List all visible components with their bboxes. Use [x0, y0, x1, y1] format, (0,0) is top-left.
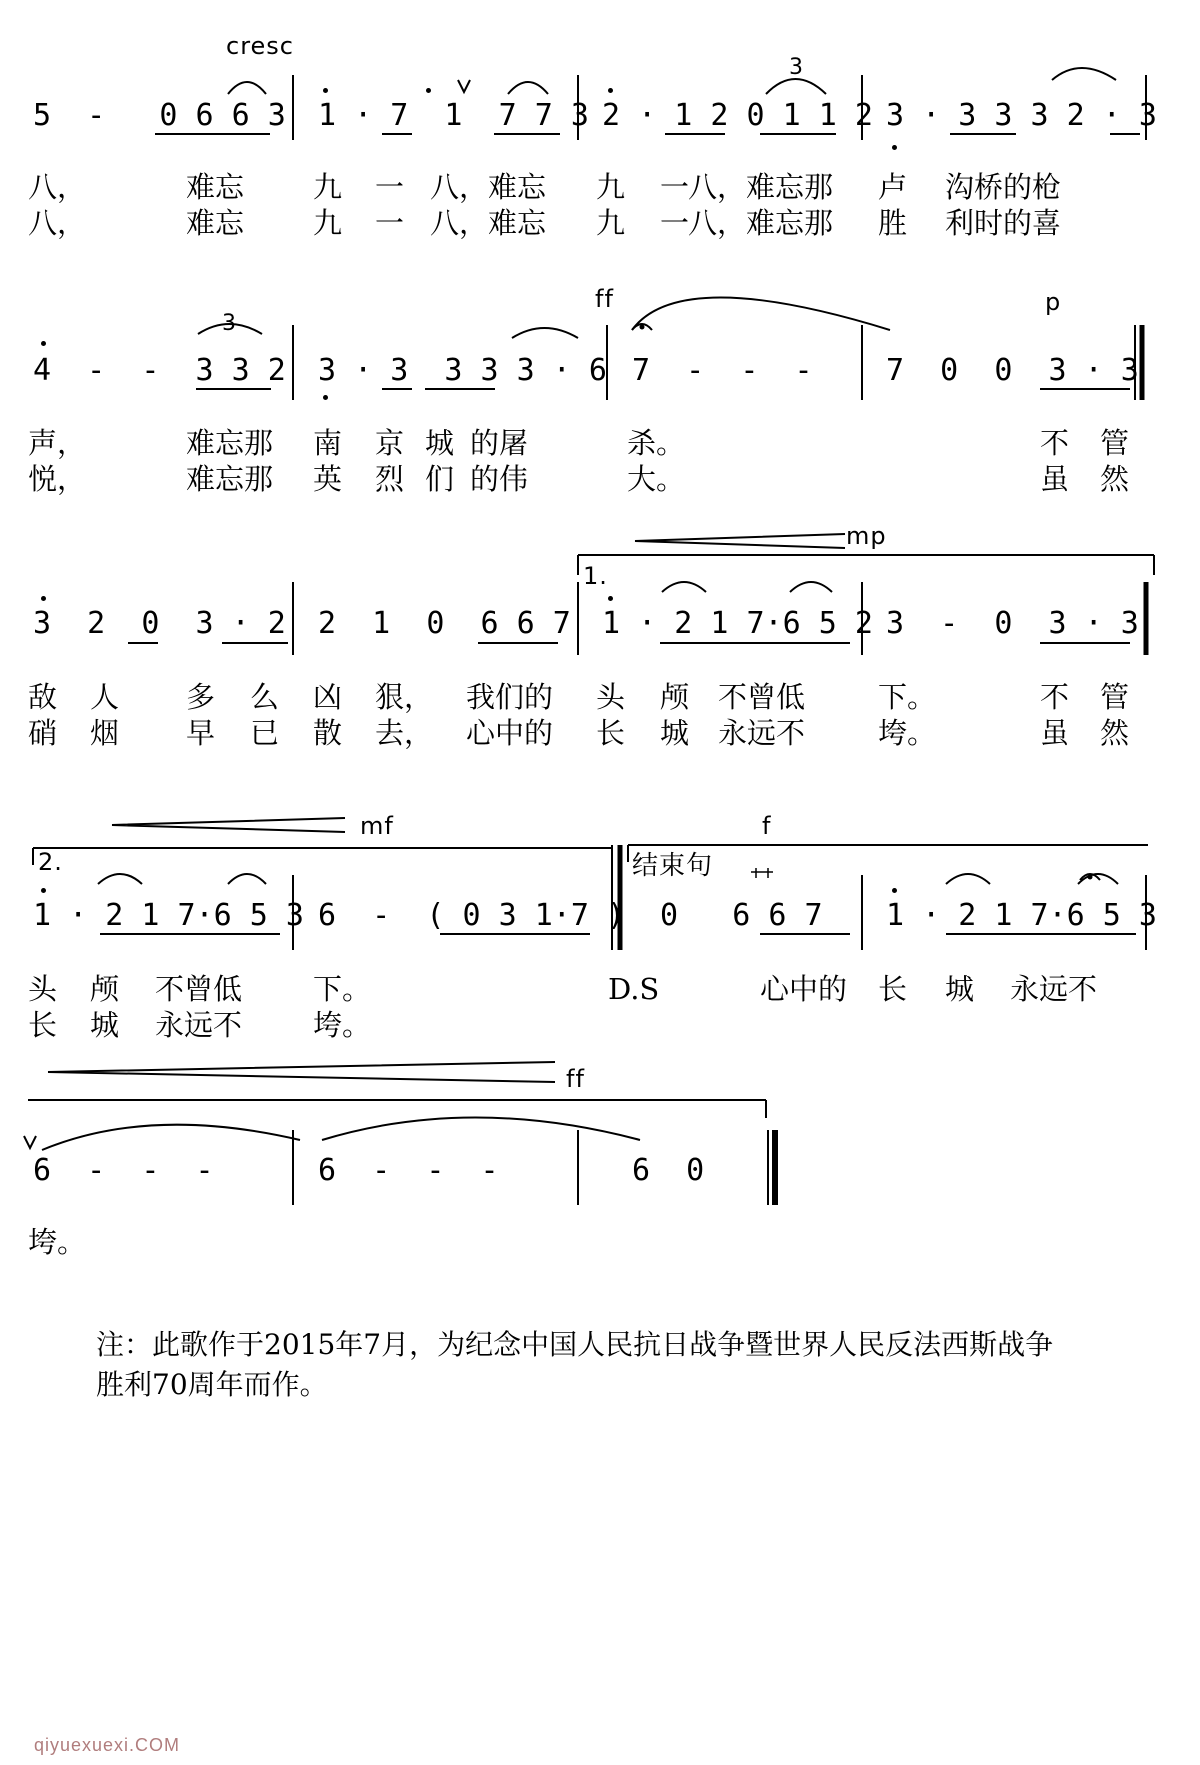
lyric: 不曾低 [155, 972, 243, 1006]
volta-2-label: 2. [38, 848, 63, 876]
site-watermark: qiyuexuexi.COM [34, 1735, 181, 1755]
lyric: 心中的 [760, 972, 848, 1006]
lyric: 么 [250, 680, 280, 714]
ending-phrase-label: 结束句 [632, 851, 714, 881]
lyric: 悦， [28, 462, 87, 496]
lyric: 八，难忘 [430, 206, 547, 240]
lyric: 九 [313, 170, 343, 204]
lyric: 沟桥的枪 [945, 170, 1062, 204]
lyric: 一 [375, 206, 405, 240]
lyric: 不 [1040, 680, 1070, 714]
measure: 3 · 3 3 3 3 · 6 [318, 353, 607, 388]
measure: 1 · 7 1 7 7 3 [318, 98, 589, 133]
lyric: 永远不 [1010, 972, 1098, 1006]
lyric: 颅 [90, 972, 120, 1006]
dynamic-ff-final: ff [566, 1065, 585, 1093]
lyric: 的屠 [470, 426, 529, 460]
lyric: 卢 [878, 170, 908, 204]
measure: 5 - 0 6 6 3 [33, 98, 286, 133]
dynamic-ff: ff [595, 285, 614, 313]
svg-text:3: 3 [789, 55, 803, 80]
measure: 2 · 1 2 0 1 1 2 [602, 98, 873, 133]
measure: 6 - - - [318, 1153, 499, 1188]
dynamic-p: p [1045, 288, 1062, 316]
svg-text:3: 3 [222, 311, 236, 336]
lyric: 一 [660, 170, 690, 204]
lyric: 垮。 [28, 1225, 87, 1259]
lyric: 头 [596, 680, 626, 714]
lyric: 已 [250, 716, 280, 750]
lyric: 八， [28, 206, 87, 240]
lyric: 城 [425, 426, 455, 460]
lyric: 八，难忘那 [688, 170, 834, 204]
dynamic-mp: mp [846, 522, 887, 550]
lyric: 狠， [375, 680, 434, 714]
lyric: 京 [375, 426, 405, 460]
lyric: 颅 [660, 680, 690, 714]
measure: 3 - 0 3 · 3 [886, 606, 1139, 641]
measure: 6 0 [632, 1153, 705, 1188]
measure: 4 - - 3 3 2 [33, 353, 286, 388]
lyric: 管 [1100, 680, 1130, 714]
dynamic-cresc: cresc [226, 32, 294, 60]
lyric: 利时的喜 [945, 206, 1062, 240]
lyric: 敌 [28, 680, 58, 714]
lyric: 早 [186, 716, 216, 750]
lyric: 九 [596, 170, 626, 204]
lyric: 的伟 [470, 462, 529, 496]
lyric: 烈 [375, 462, 405, 496]
lyric: 杀。 [627, 426, 686, 460]
measure: 7 0 0 3 · 3 [886, 353, 1139, 388]
lyric: 头 [28, 972, 58, 1006]
lyric: 永远不 [155, 1008, 243, 1042]
measure: 3 2 0 3 · 2 [33, 606, 286, 641]
lyric: 下。 [878, 680, 937, 714]
lyric: 英 [313, 462, 343, 496]
lyric: 心中的 [466, 716, 554, 750]
lyric: 我们的 [466, 680, 554, 714]
volta-1-label: 1. [583, 562, 608, 590]
lyric: 长 [596, 716, 626, 750]
measure: 1 · 2 1 7·6 5 3 [886, 898, 1157, 933]
lyric: 垮。 [878, 716, 937, 750]
footnote-line: 注：此歌作于2015年7月，为纪念中国人民抗日战争暨世界人民反法西斯战争 [96, 1328, 1054, 1361]
lyric: 八， [28, 170, 87, 204]
lyric: 难忘那 [186, 462, 274, 496]
footnote-line: 胜利70周年而作。 [96, 1368, 328, 1401]
dynamic-f: f [762, 812, 772, 840]
measure: 6 - - - [33, 1153, 214, 1188]
measure: 7 - - - [632, 353, 813, 388]
lyric: 难忘 [186, 170, 245, 204]
lyric: 不 [1040, 426, 1070, 460]
lyric: 城 [945, 972, 975, 1006]
lyric: 八，难忘 [430, 170, 547, 204]
lyric: 然 [1100, 462, 1130, 496]
lyric: 下。 [313, 972, 372, 1006]
dal-segno-label: D.S [608, 972, 660, 1006]
lyric: 大。 [627, 462, 686, 496]
dynamic-mf: mf [360, 812, 394, 840]
lyric: 难忘 [186, 206, 245, 240]
lyric: 九 [313, 206, 343, 240]
lyric: 虽 [1040, 462, 1070, 496]
lyric: 九 [596, 206, 626, 240]
lyric: 一 [660, 206, 690, 240]
lyric: 声， [28, 426, 87, 460]
lyric: 然 [1100, 716, 1130, 750]
measure: 3 · 3 3 3 2 · 3 [886, 98, 1157, 133]
measure: 1 · 2 1 7·6 5 3 [33, 898, 304, 933]
lyric: 管 [1100, 426, 1130, 460]
lyric: 难忘那 [186, 426, 274, 460]
lyric: 去， [375, 716, 434, 750]
measure: 2 1 0 6 6 7 [318, 606, 571, 641]
measure: 0 6 6 7 [660, 898, 823, 933]
lyric: 烟 [90, 716, 120, 750]
lyric: 城 [660, 716, 690, 750]
lyric: 们 [425, 462, 455, 496]
lyric: 长 [878, 972, 908, 1006]
measure: 1 · 2 1 7·6 5 2 [602, 606, 873, 641]
lyric: 一 [375, 170, 405, 204]
lyric: 凶 [313, 680, 343, 714]
lyric: 虽 [1040, 716, 1070, 750]
lyric: 长 [28, 1008, 58, 1042]
measure: 6 - ( 0 3 1·7 ) [318, 898, 626, 933]
lyric: 不曾低 [718, 680, 806, 714]
lyric: 多 [186, 680, 216, 714]
lyric: 城 [90, 1008, 120, 1042]
lyric: 永远不 [718, 716, 806, 750]
lyric: 垮。 [313, 1008, 372, 1042]
lyric: 八，难忘那 [688, 206, 834, 240]
lyric: 散 [313, 716, 343, 750]
lyric: 南 [313, 426, 343, 460]
lyric: 胜 [878, 206, 908, 240]
lyric: 人 [90, 680, 120, 714]
lyric: 硝 [28, 716, 58, 750]
